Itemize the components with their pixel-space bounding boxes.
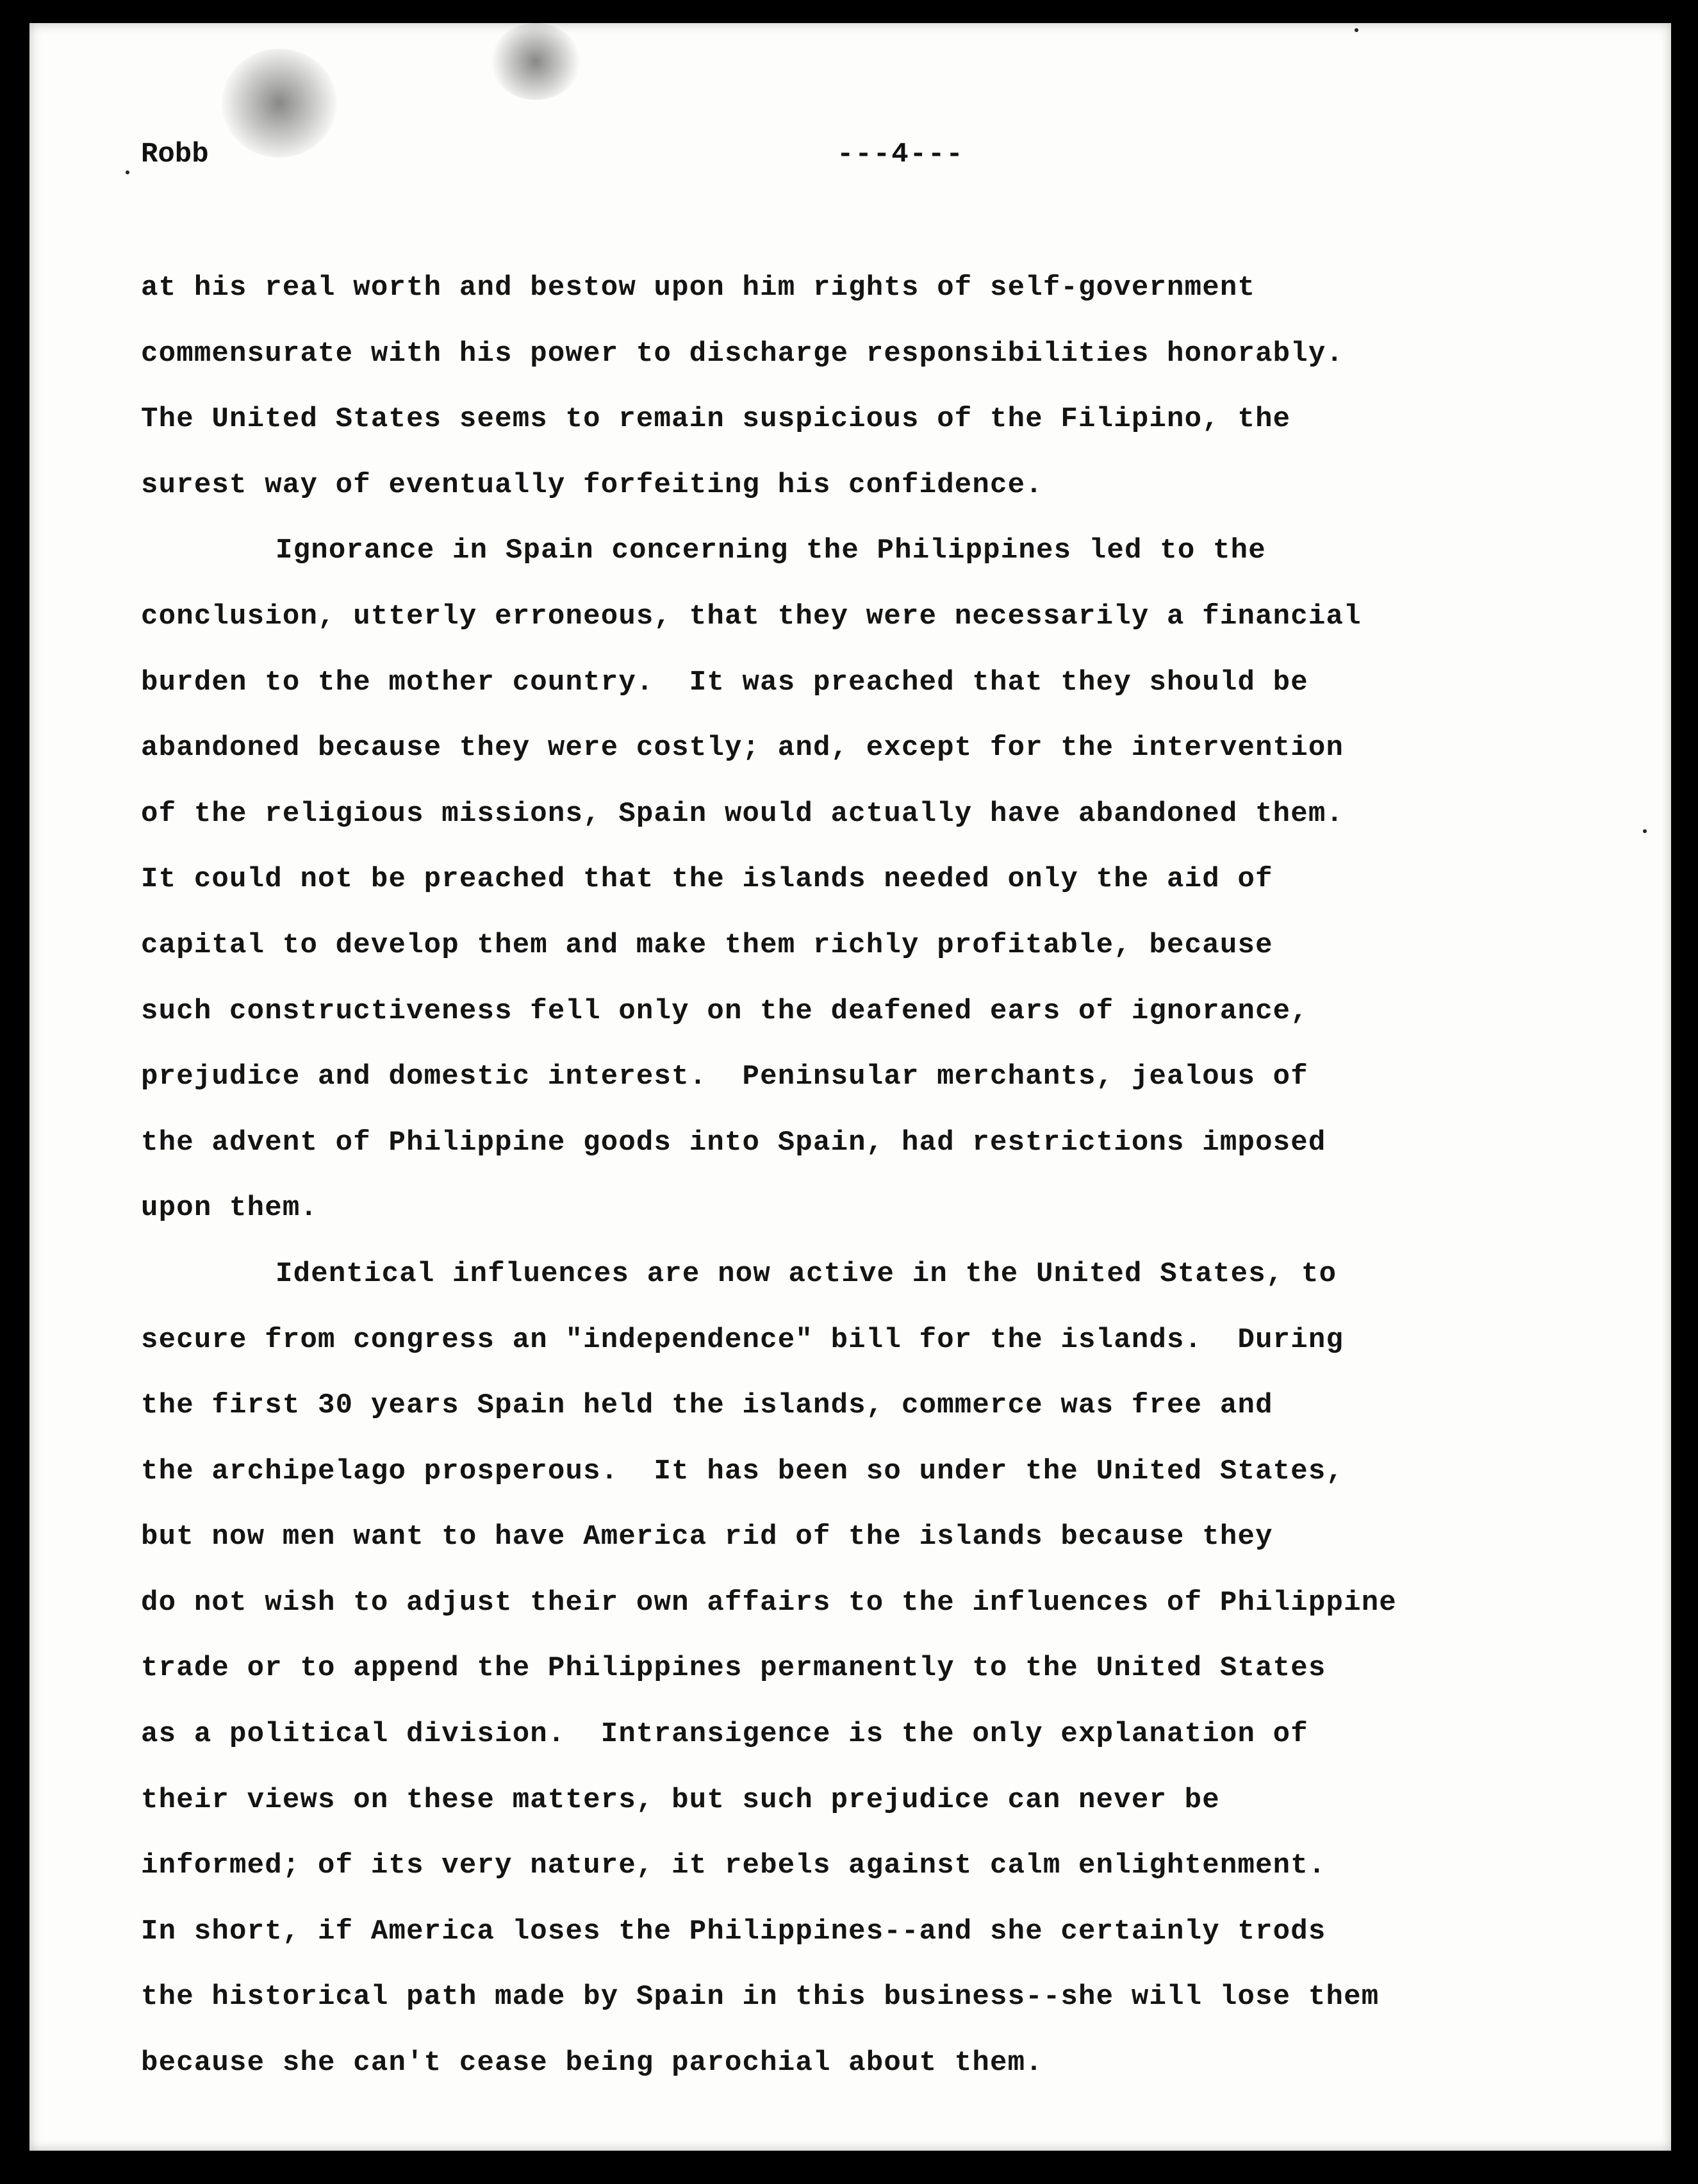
text-line: as a political division. Intransigence is the only explanation of: [141, 1718, 1308, 1751]
text-line: at his real worth and bestow upon him rights of self-government: [141, 272, 1256, 304]
text-line: trade or to append the Philippines permanently to the United States: [141, 1652, 1326, 1685]
text-line: of the religious missions, Spain would actually have abandoned them.: [141, 797, 1344, 830]
text-line: but now men want to have America rid of the islands because they: [141, 1521, 1273, 1553]
text-line: abandoned because they were costly; and, except for the intervention: [141, 732, 1344, 765]
author-name: Robb: [141, 138, 209, 170]
text-line: prejudice and domestic interest. Peninsular merchants, jealous of: [141, 1061, 1308, 1093]
text-line: the archipelago prosperous. It has been so under the United States,: [141, 1455, 1344, 1487]
ink-speck: [1643, 829, 1647, 833]
document-page: [29, 23, 1671, 2151]
text-line: The United States seems to remain suspicious of the Filipino, the: [141, 403, 1291, 436]
paragraph: [141, 255, 1615, 518]
text-line: Identical influences are now active in the United States, to: [276, 1257, 1337, 1290]
ink-speck: [1355, 28, 1358, 32]
text-line: because she can't cease being parochial about them.: [141, 2047, 1043, 2080]
page-number: ---4---: [837, 138, 964, 170]
text-line: do not wish to adjust their own affairs to the influences of Philippine: [141, 1586, 1397, 1619]
text-line: surest way of eventually forfeiting his confidence.: [141, 468, 1043, 501]
text-line: the first 30 years Spain held the islands, commerce was free and: [141, 1389, 1273, 1422]
text-line: It could not be preached that the islands needed only the aid of: [141, 863, 1273, 896]
text-line: Ignorance in Spain concerning the Philippines led to the: [276, 534, 1266, 567]
ink-smudge: [491, 23, 581, 100]
text-line: commensurate with his power to discharge responsibilities honorably.: [141, 337, 1344, 370]
text-line: the advent of Philippine goods into Spain, had restrictions imposed: [141, 1126, 1326, 1159]
text-line: the historical path made by Spain in this business--she will lose them: [141, 1981, 1380, 2014]
text-line: conclusion, utterly erroneous, that they were necessarily a financial: [141, 600, 1362, 633]
text-line: capital to develop them and make them richly profitable, because: [141, 929, 1273, 961]
text-line: their views on these matters, but such prejudice can never be: [141, 1783, 1220, 1816]
paragraph: [141, 1241, 1615, 2096]
text-line: such constructiveness fell only on the deafened ears of ignorance,: [141, 995, 1308, 1027]
text-line: secure from congress an "independence" bill for the islands. During: [141, 1323, 1344, 1356]
text-line: upon them.: [141, 1192, 318, 1225]
paragraph: [141, 518, 1615, 1241]
text-line: In short, if America loses the Philippines--and she certainly trods: [141, 1915, 1326, 1948]
document-body: [141, 255, 1615, 2096]
text-line: informed; of its very nature, it rebels against calm enlightenment.: [141, 1849, 1326, 1882]
text-line: burden to the mother country. It was preached that they should be: [141, 666, 1308, 699]
page-header: [29, 124, 1671, 176]
